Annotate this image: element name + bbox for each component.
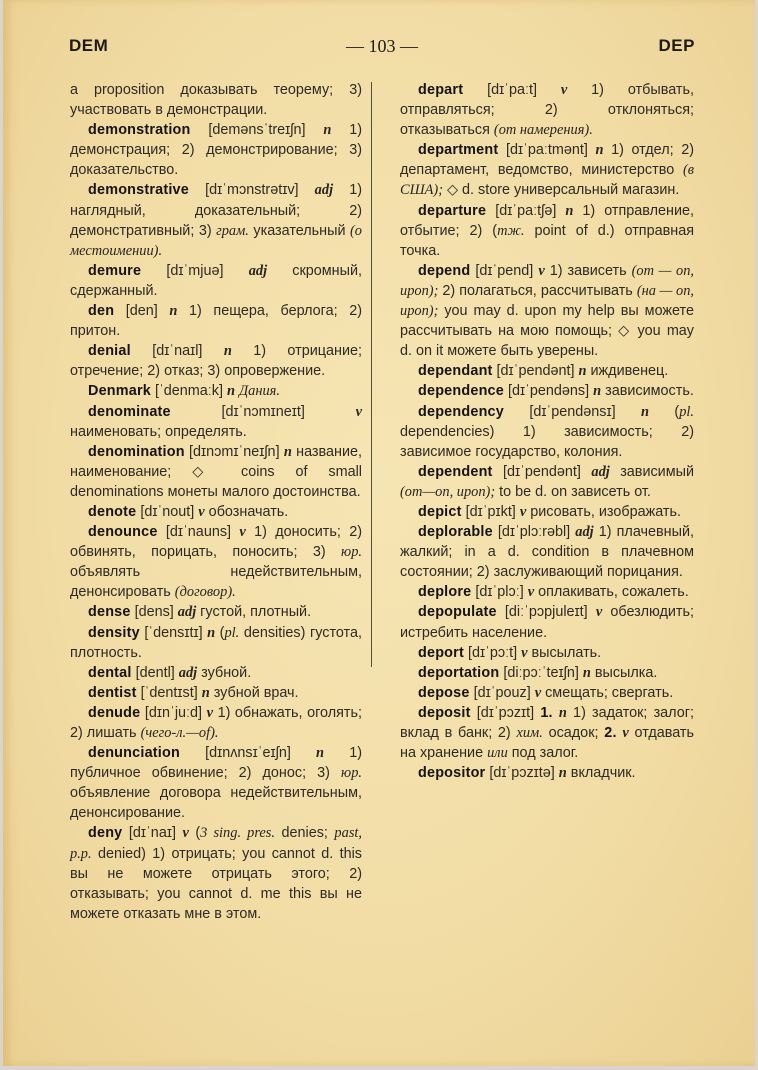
usage-note: pl. [224,624,240,641]
definition-text: указательный [248,222,350,239]
definition-text: [dɪˈpendənt] [492,463,592,480]
definition-text: вкладчик. [566,765,636,782]
grammar-label: n [316,745,325,762]
usage-note: 3 sing. pres. [200,825,275,842]
usage-note: Дания. [239,383,280,400]
left-column [70,80,362,924]
dictionary-entry [70,402,362,442]
headword: depart [418,82,464,98]
definition-text: 1) доносить; 2) обвинять, порицать, поносить; 3) [70,524,363,561]
definition-text: иждивенец. [586,363,669,380]
definition-text: отдавать на хранение [400,725,694,762]
grammar-label: n [593,383,602,400]
dictionary-entry [70,341,362,381]
dictionary-entry [400,763,694,783]
definition-text: 1) пещера, берлога; 2) притон. [70,303,362,340]
usage-note: (от — on, upon); [400,262,694,299]
dictionary-entry [70,743,362,823]
grammar-label: adj [314,182,334,199]
definition-text: [dɪˈnout] [136,503,199,520]
grammar-label: v [622,725,629,741]
dictionary-entry [70,381,362,401]
headword: department [418,142,499,159]
headword: denote [88,503,137,520]
grammar-label: n [283,443,292,460]
definition-text: ( [649,403,680,420]
grammar-label: v [534,684,542,701]
dictionary-entry [400,643,694,663]
dictionary-entry [400,522,694,582]
grammar-label: v [355,403,362,420]
grammar-label: v [595,604,603,621]
definition-text: 1) демонстрация; 2) демонстрирование; 3) доказательство. [70,122,362,179]
definition-text: название, наименование; ◇ coins of small denominations монеты малого достоинства. [70,443,362,500]
headword: demonstrative [88,182,189,199]
headword: Denmark [88,383,151,400]
headword: depict [418,503,462,520]
headword: depend [418,262,471,279]
grammar-label: v [182,825,189,842]
definition-text: густой, плотный. [196,604,312,621]
usage-note: (о местоимении). [70,222,362,259]
definition-text: осадок; [542,725,605,741]
definition-text: [dɪˈpouz] [469,684,535,701]
headword: density [88,624,140,641]
definition-text: [dɪˈnaɪ] [122,825,183,842]
usage-note: (в США); [400,162,694,199]
definition-text: объявление договора недействительным, денонсирование. [70,785,362,822]
grammar-label: v [538,262,545,279]
left-guide-word: DEM [69,36,109,55]
definition-text: [demənsˈtreɪʃn] [190,122,324,139]
headword: dependant [418,363,493,380]
definition-text: [dɪˈpɔzɪtə] [485,765,559,782]
dictionary-entry [400,361,694,381]
headword: denial [88,343,131,360]
dictionary-entry [400,381,694,401]
definition-text: высылка. [590,664,658,681]
usage-note: (чего-л.—of). [140,725,219,741]
definition-text: 1) зависеть [544,262,632,279]
headword: demure [88,262,142,279]
grammar-label: n [558,704,567,721]
definition-text: 1) задаток; залог; вклад в банк; 2) [400,704,694,741]
dictionary-entry [400,80,694,140]
usage-note: грам. [216,222,249,239]
definition-text: смещать; свергать. [541,684,674,701]
dictionary-entry [70,502,362,522]
definition-text: рисовать, изображать. [526,503,681,520]
definition-text: [dɪˈnɔmɪneɪt] [170,403,356,420]
headword: denominate [88,403,171,420]
grammar-label: n [223,343,232,360]
definition-text: [dɪˈpɔzɪt] [470,704,541,721]
grammar-label: n [641,403,650,420]
usage-note: хим. [516,725,543,741]
definition-text: 1) отрицание; отречение; 2) отказ; 3) опровержение. [70,343,362,380]
grammar-label: v [560,82,568,98]
usage-note: или [487,745,508,762]
dictionary-entry [70,602,362,622]
definition-text: высылать. [527,644,602,661]
headword: deportation [418,664,500,681]
definition-text: [dɪˈpɔːt] [463,644,522,661]
headword: deny [88,825,123,842]
definition-text: [dɪˈpendənsɪ] [503,403,642,420]
definition-text: [dentl] [131,664,179,681]
dictionary-entry [70,301,362,341]
definition-text: [dɪnʌnsɪˈeɪʃn] [179,745,317,762]
dictionary-entry [70,683,362,703]
definition-text: обозначать. [204,503,289,520]
definition-text: ◇ d. store универсальный магазин. [442,182,680,199]
headword: dependence [418,383,504,400]
dictionary-entry [70,180,362,260]
definition-text: зубной. [197,664,252,681]
dictionary-entry [400,663,694,683]
definition-text: зависимый [609,463,694,480]
grammar-label: adj [178,664,198,681]
grammar-label: n [582,664,591,681]
grammar-label: adj [575,524,594,541]
definition-text: [dens] [130,604,178,621]
definition-text: скромный, сдержанный. [70,262,362,299]
dictionary-entry [400,602,694,642]
definition-text: [dɪˈpend] [470,262,539,279]
definition-text: 1) отдел; 2) департамент, ведомство, министерство [400,142,694,179]
definition-text: зубной врач. [209,684,299,701]
definition-text: [dɪˈmɔnstrətɪv] [188,182,315,199]
headword: departure [418,202,487,219]
dictionary-entry [70,522,362,602]
definition-text: наименовать; определять. [70,423,247,440]
dictionary-entry [70,703,362,743]
definition-text: a proposition доказывать теорему; 3) участвовать в демонстрации. [70,82,362,119]
dictionary-entry [400,703,694,763]
headword: denude [88,704,141,721]
dictionary-entry [70,623,362,663]
page-header [69,36,695,60]
headword: deport [418,644,464,661]
definition-text: ( [188,825,201,842]
definition-text: 2) полагаться, рассчитывать [438,282,637,299]
definition-text: [ˈdenmaːk] [151,383,227,400]
usage-note: юр. [341,765,362,782]
dictionary-entry [400,502,694,522]
definition-text: [dɪˈpaːt] [463,82,561,98]
grammar-label: n [323,122,332,139]
headword: deplore [418,584,472,601]
definition-text: обезлюдить; истребить население. [400,604,694,641]
definition-text: denies; [275,825,335,842]
definition-text: [dɪnˈjuːd] [140,704,207,721]
definition-text: denied) 1) отрицать; you cannot d. this вы не можете отрицать этого; 2) отказывать; you cannot d. me this вы не можете отказать мне в этом. [70,845,362,922]
usage-note: (от намерения). [493,122,593,139]
headword: dental [88,664,132,681]
grammar-label: v [519,503,527,520]
grammar-label: v [239,524,246,541]
usage-note: past, p.p. [70,825,363,862]
definition-text: [ˈdensɪtɪ] [139,624,208,641]
grammar-label: n [169,303,178,320]
grammar-label: v [198,503,205,520]
dictionary-entry [400,462,694,502]
headword: demonstration [88,122,191,139]
column-divider [371,82,372,667]
grammar-label: v [527,584,535,601]
headword: dentist [88,684,137,701]
grammar-label: n [558,765,567,782]
grammar-label: n [578,363,587,380]
dictionary-entry [400,261,694,361]
definition-text: 1) плачевный, жалкий; in a d. condition в плачевном состоянии; 2) заслуживающий порицания. [400,524,694,581]
dictionary-entry [400,683,694,703]
definition-text: [dɪˈpaːtʃə] [486,202,566,219]
definition-text: dependencies) 1) зависимость; 2) зависимое государство, колония. [400,423,694,460]
page-number: — 103 — [346,36,418,56]
definition-text: [dɪˈpɪkt] [461,503,520,520]
dictionary-entry [400,582,694,602]
grammar-label: adj [248,262,268,279]
dictionary-entry [70,261,362,301]
usage-note: (договор). [174,584,236,601]
dictionary-entry [70,823,362,923]
grammar-label: adj [177,604,197,621]
headword: denounce [88,524,158,541]
dictionary-entry [70,80,362,120]
definition-text: to be d. on зависеть от. [495,483,651,500]
definition-text: оплакивать, сожалеть. [534,584,689,601]
definition-text: [dɪˈnauns] [157,524,240,541]
headword: dependency [418,403,504,420]
sense-number: 1. [540,704,553,721]
definition-text: [dɪˈpaːtmənt] [498,142,596,159]
headword: deposit [418,704,471,721]
grammar-label: n [207,624,216,641]
grammar-label: n [226,383,235,400]
definition-text: [dɪˈnaɪl] [130,343,224,360]
usage-note: тж. [497,222,525,239]
definition-text: [dɪˈmjuə] [141,262,249,279]
dictionary-entry [70,663,362,683]
definition-text: [diːˈpɔpjuleɪt] [496,604,596,621]
definition-text: [dɪˈplɔːrəbl] [492,524,576,541]
headword: depose [418,684,470,701]
headword: dense [88,604,131,621]
headword: denunciation [88,745,180,762]
usage-note: юр. [341,544,362,561]
grammar-label: v [521,644,528,661]
definition-text: you may d. upon my help вы можете рассчитывать на мою помощь; ◇ you may d. on it можете быть уверены. [400,303,694,360]
definition-text: 1) отправление, отбытие; 2) ( [400,202,694,239]
definition-text: ( [215,624,225,641]
headword: dependent [418,463,493,480]
grammar-label: adj [591,463,610,480]
definition-text: [ˈdentɪst] [136,684,202,701]
definition-text: [den] [114,303,170,320]
grammar-label: n [565,202,574,219]
definition-text: 1) наглядный, доказательный; 2) демонстративный; 3) [70,182,363,239]
definition-text: point of d.) отправная точка. [400,222,694,259]
headword: den [88,303,115,320]
definition-text: зависимость. [601,383,694,400]
grammar-label: n [201,684,210,701]
dictionary-entry [70,120,362,180]
grammar-label: n [595,142,604,159]
dictionary-entry [400,201,694,261]
usage-note: pl. [679,403,695,420]
dictionary-entry [400,140,694,200]
definition-text: [diːpɔːˈteɪʃn] [499,664,583,681]
right-guide-word: DEP [658,36,695,55]
sense-number: 2. [604,725,617,741]
headword: denomination [88,443,185,460]
headword: deplorable [418,524,493,541]
headword: depositor [418,765,486,782]
definition-text: 1) публичное обвинение; 2) донос; 3) [70,745,362,782]
definition-text: 1) отбывать, отправляться; 2) отклоняться; отказываться [400,82,694,139]
definition-text: densities) густота, плотность. [70,624,362,661]
dictionary-entry [400,402,694,462]
definition-text: под залог. [507,745,579,762]
dictionary-entry [70,442,362,502]
definition-text: [dɪˈpendəns] [503,383,594,400]
right-column [400,80,694,783]
usage-note: (от—on, upon); [400,483,496,500]
definition-text: [dɪˈplɔː] [471,584,528,601]
headword: depopulate [418,604,497,621]
dictionary-page [3,0,755,1066]
definition-text: [dɪˈpendənt] [492,363,579,380]
definition-text: 1) обнажать, оголять; 2) лишать [70,704,362,741]
definition-text: объявлять недействительным, денонсировать [70,564,362,601]
usage-note: (на — on, upon); [400,282,694,320]
definition-text: [dɪnɔmɪˈneɪʃn] [184,443,284,460]
grammar-label: v [206,704,214,721]
